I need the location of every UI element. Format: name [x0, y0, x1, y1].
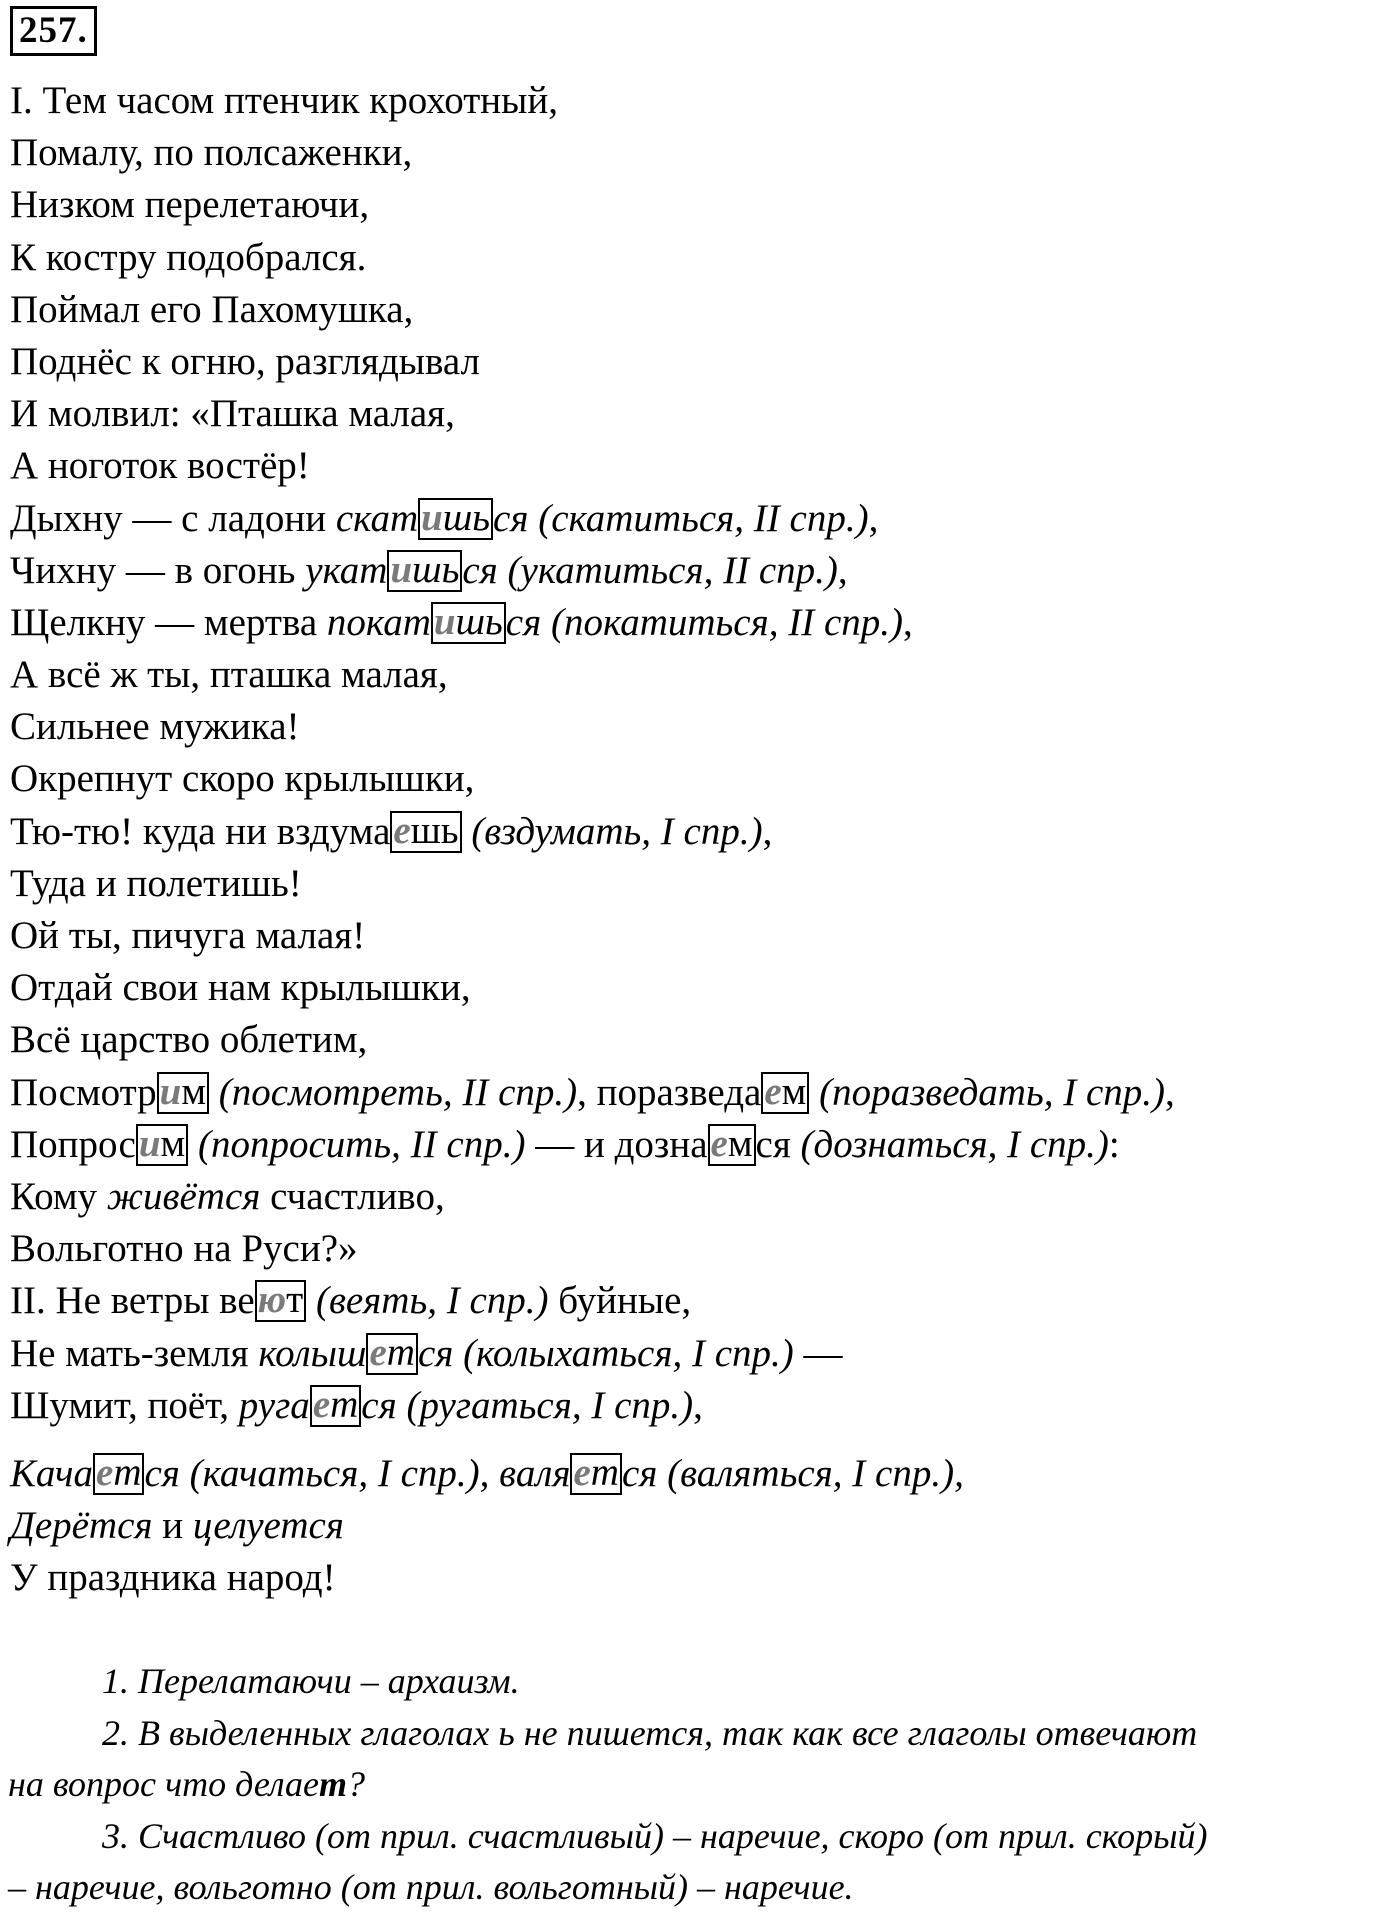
ending-box: ет: [570, 1453, 621, 1495]
poem-line: У праздника народ!: [10, 1556, 336, 1600]
ending-box: им: [157, 1072, 209, 1114]
ending-vowel: и: [421, 495, 443, 539]
ending-vowel: е: [369, 1330, 387, 1374]
poem-line: Окрепнут скоро крылышки,: [10, 757, 475, 801]
ending-box: ем: [708, 1124, 756, 1166]
note-3-line-2: – наречие, вольготно (от прил. вольготный) – наречие.: [8, 1867, 854, 1907]
ending-box: ет: [93, 1453, 144, 1495]
ending-vowel: и: [138, 1121, 161, 1165]
highlighted-verb: покатишься (покатиться, II спр.): [326, 599, 904, 644]
ending-box: ишь: [431, 602, 506, 644]
ending-vowel: и: [159, 1069, 182, 1113]
poem-line: I. Тем часом птенчик крохотный,: [10, 79, 558, 122]
ending-vowel: и: [390, 547, 413, 591]
ending-box: ешь: [390, 811, 461, 853]
poem-line: Не мать-земля колышется (колыхаться, I спр.) —: [10, 1330, 843, 1375]
answer-notes: [8, 1656, 1392, 1914]
poem-line: Ой ты, пичуга малая!: [10, 914, 366, 957]
note-1: 1. Перелатаючи – архаизм.: [102, 1661, 520, 1701]
ending-vowel: е: [764, 1069, 782, 1113]
highlighted-verb: живётся: [106, 1174, 261, 1218]
plain-text: Чихну — в огонь: [10, 548, 306, 592]
ending-vowel: е: [573, 1450, 591, 1494]
poem-line: К костру подобрался.: [10, 235, 367, 279]
ending-vowel: е: [312, 1382, 331, 1426]
poem-line: Дерётся и целуется: [10, 1504, 344, 1548]
note-3-line-1: 3. Счастливо (от прил. счастливый) – наречие, скоро (от прил. скорый): [102, 1815, 1208, 1856]
ending-vowel: ю: [257, 1278, 287, 1322]
highlighted-verb: скатишься (скатиться, II спр.): [335, 495, 869, 540]
ending-vowel: е: [710, 1121, 728, 1165]
poem-line: Шумит, поёт, ругается (ругаться, I спр.),: [10, 1382, 703, 1427]
bold-letter: т: [319, 1764, 348, 1804]
ending-vowel: е: [96, 1450, 114, 1494]
note-2-line-1: 2. В выделенных глаголах ь не пишется, так как все глаголы отвечают: [102, 1712, 1198, 1753]
ending-box: ишь: [418, 498, 493, 540]
verb-annotation: (посмотреть, II спр.): [209, 1070, 578, 1114]
poem-line: Низком перелетаючи,: [10, 183, 370, 227]
poem-line: II. Не ветры веют (веять, I спр.) буйные,: [10, 1278, 692, 1323]
poem-line: Кому живётся счастливо,: [10, 1174, 445, 1218]
poem-line: Поймал его Пахомушка,: [10, 287, 414, 331]
poem-line: Всё царство облетим,: [10, 1018, 368, 1062]
poem-text: [10, 75, 1390, 1604]
highlighted-verb: ругается (ругаться, I спр.): [238, 1382, 694, 1427]
ending-box: ет: [310, 1385, 361, 1427]
poem-line: А ноготок востёр!: [10, 444, 310, 488]
poem-line: Посмотрим (посмотреть, II спр.), поразведаем (поразведать, I спр.),: [10, 1069, 1175, 1114]
poem-line: Помалу, по полсаженки,: [10, 131, 413, 175]
poem-line: Туда и полетишь!: [10, 861, 302, 905]
poem-line: Щелкну — мертва покатишься (покатиться, II спр.),: [10, 599, 913, 644]
ending-vowel: и: [433, 599, 456, 643]
verb-annotation: (дознаться, I спр.): [790, 1122, 1109, 1166]
poem-line: Отдай свои нам крылышки,: [10, 966, 471, 1010]
ending-box: ишь: [387, 550, 462, 592]
verb-annotation: (вздумать, I спр.): [461, 809, 763, 853]
poem-line: Попросим (попросить, II спр.) — и дознаемся (дознаться, I спр.):: [10, 1121, 1120, 1166]
exercise-number: 257.: [10, 6, 97, 56]
ending-box: ют: [255, 1280, 307, 1322]
highlighted-verb: укатишься (укатиться, II спр.): [305, 547, 838, 592]
poem-line: Дыхну — с ладони скатишься (скатиться, II спр.),: [10, 495, 879, 540]
highlighted-verb: колышется (колыхаться, I спр.): [258, 1330, 794, 1375]
plain-text: Щелкну — мертва: [10, 600, 327, 644]
note-2-line-2: на вопрос что делает?: [8, 1764, 366, 1804]
verb-annotation: (попросить, II спр.): [188, 1122, 526, 1166]
poem-line: Вольготно на Руси?»: [10, 1227, 358, 1271]
poem-line: И молвил: «Пташка малая,: [10, 392, 455, 436]
highlighted-verb: Дерётся: [10, 1504, 153, 1548]
ending-box: ет: [366, 1333, 417, 1375]
ending-box: ем: [761, 1072, 809, 1114]
ending-vowel: е: [393, 808, 411, 852]
poem-line: Чихну — в огонь укатишься (укатиться, II спр.),: [10, 547, 848, 592]
plain-text: Дыхну — с ладони: [10, 496, 336, 540]
poem-line: А всё ж ты, пташка малая,: [10, 653, 448, 697]
poem-line: Качается (качаться, I спр.), валяется (валяться, I спр.),: [10, 1450, 964, 1495]
highlighted-verb: целуется: [192, 1504, 344, 1548]
ending-box: им: [136, 1124, 188, 1166]
poem-line: Тю-тю! куда ни вздумаешь (вздумать, I спр.),: [10, 808, 773, 853]
verb-annotation: (веять, I спр.): [306, 1279, 549, 1323]
poem-line: Поднёс к огню, разглядывал: [10, 339, 481, 383]
verb-annotation: (поразведать, I спр.): [809, 1070, 1166, 1114]
poem-line: Сильнее мужика!: [10, 705, 300, 749]
